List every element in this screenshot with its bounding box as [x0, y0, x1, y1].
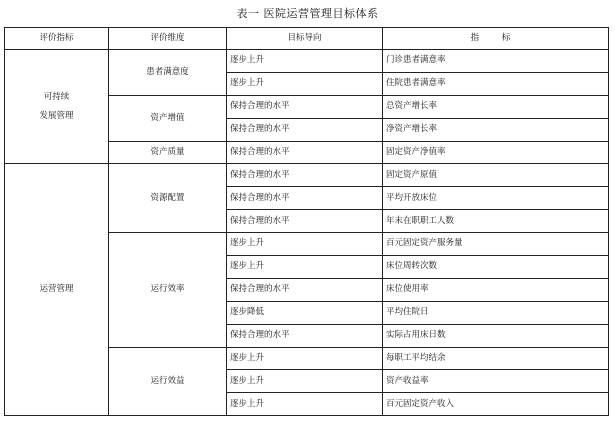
- indicator-cell: 固定资产原值: [383, 164, 609, 187]
- header-direction: 目标导向: [227, 28, 383, 50]
- category-cell: [5, 50, 109, 164]
- direction-cell: 保持合理的水平: [227, 187, 383, 210]
- dimension-cell: 运行效益: [109, 347, 227, 416]
- direction-cell: 逐步上升: [227, 233, 383, 256]
- dimension-cell: 资产质量: [109, 141, 227, 164]
- category-label-line: 可持续: [43, 91, 70, 102]
- header-row: [5, 28, 609, 50]
- header-dimension: 评价维度: [109, 28, 227, 50]
- direction-cell: 逐步降低: [227, 301, 383, 324]
- indicator-cell: 固定资产净值率: [383, 141, 609, 164]
- indicator-cell: 百元固定资产收入: [383, 393, 609, 416]
- direction-cell: 逐步上升: [227, 72, 383, 95]
- direction-cell: 逐步上升: [227, 50, 383, 73]
- category-label-line: 运营管理: [39, 284, 74, 295]
- direction-cell: 逐步上升: [227, 347, 383, 370]
- dimension-cell: 患者满意度: [109, 50, 227, 96]
- table-title: 表一 医院运营管理目标体系: [236, 7, 379, 20]
- direction-cell: 逐步上升: [227, 256, 383, 279]
- direction-cell: 逐步上升: [227, 393, 383, 416]
- dimension-cell: 运行效率: [109, 233, 227, 347]
- indicator-cell: 每职工平均结余: [383, 347, 609, 370]
- table-row: [5, 50, 609, 73]
- indicator-cell: 床位使用率: [383, 278, 609, 301]
- indicator-cell: 门诊患者满意率: [383, 50, 609, 73]
- dimension-cell: 资产增值: [109, 95, 227, 141]
- header-indicator: 指 标: [383, 28, 609, 50]
- category-cell: [5, 164, 109, 416]
- category-label-line: 发展管理: [39, 110, 74, 121]
- indicator-cell: 平均住院日: [383, 301, 609, 324]
- direction-cell: 保持合理的水平: [227, 141, 383, 164]
- dimension-cell: 资源配置: [109, 164, 227, 233]
- indicator-cell: 平均开放床位: [383, 187, 609, 210]
- indicator-cell: 资产收益率: [383, 370, 609, 393]
- indicator-cell: 百元固定资产服务量: [383, 233, 609, 256]
- indicator-cell: 床位周转次数: [383, 256, 609, 279]
- direction-cell: 保持合理的水平: [227, 164, 383, 187]
- indicator-cell: 净资产增长率: [383, 118, 609, 141]
- metrics-table: [4, 27, 609, 416]
- indicator-cell: 住院患者满意率: [383, 72, 609, 95]
- header-category: 评价指标: [5, 28, 109, 50]
- direction-cell: 保持合理的水平: [227, 210, 383, 233]
- indicator-cell: 年末在职职工人数: [383, 210, 609, 233]
- direction-cell: 逐步上升: [227, 370, 383, 393]
- indicator-cell: 实际占用床日数: [383, 324, 609, 347]
- direction-cell: 保持合理的水平: [227, 324, 383, 347]
- indicator-cell: 总资产增长率: [383, 95, 609, 118]
- table-row: [5, 164, 609, 187]
- direction-cell: 保持合理的水平: [227, 95, 383, 118]
- direction-cell: 保持合理的水平: [227, 278, 383, 301]
- direction-cell: 保持合理的水平: [227, 118, 383, 141]
